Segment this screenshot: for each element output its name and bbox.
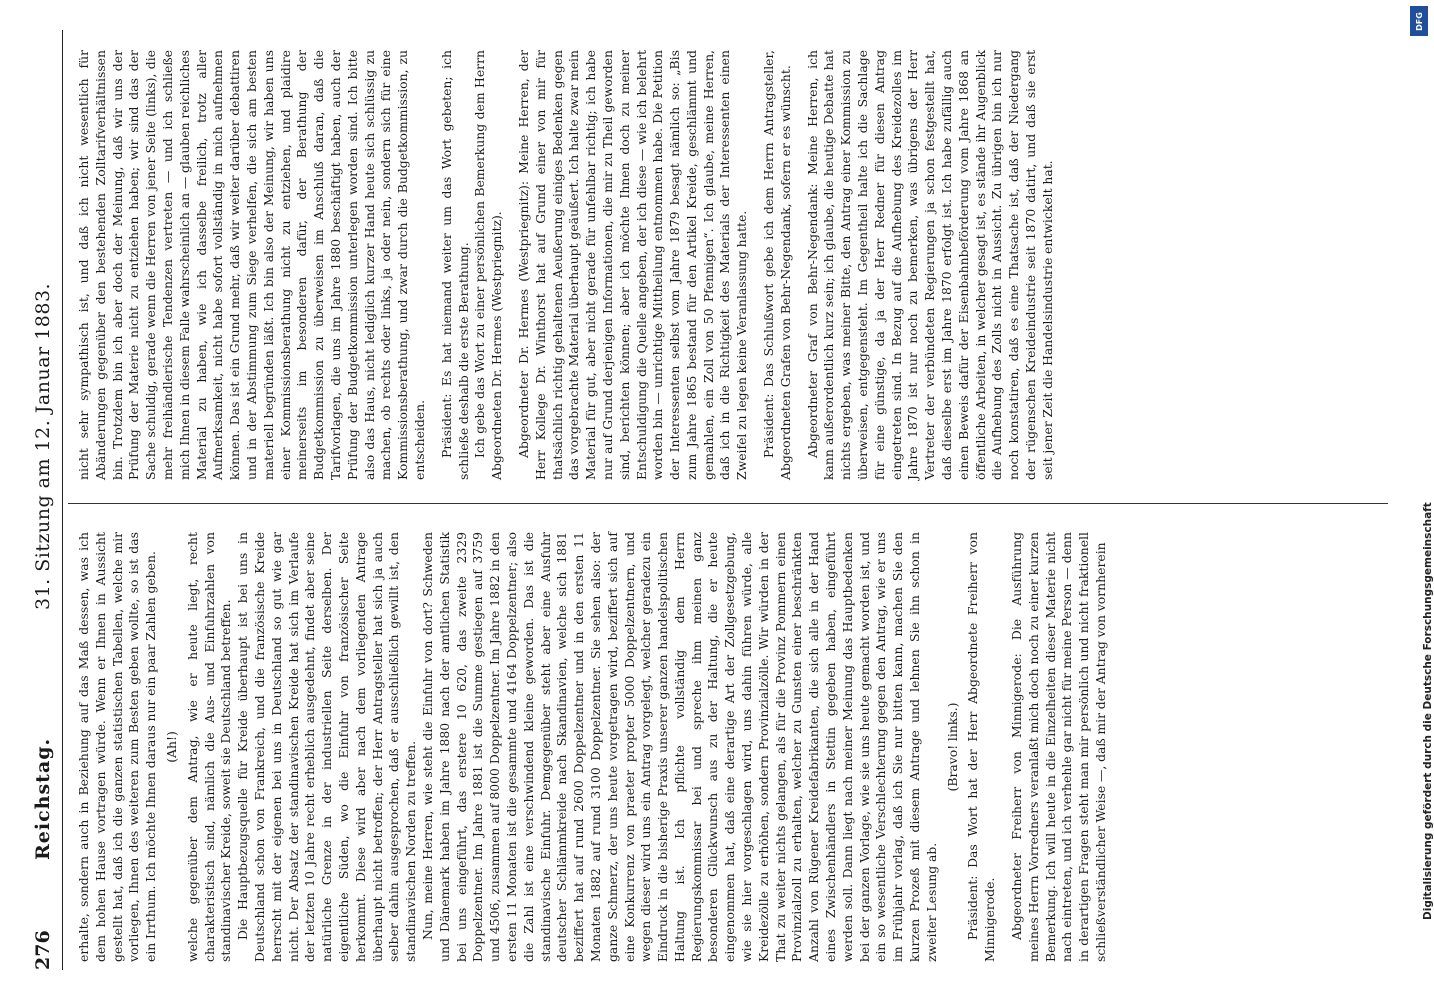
left-column xyxy=(76,532,1110,962)
page-number: 276 xyxy=(32,930,54,970)
president-statement: Präsident: Es hat niemand weiter um das Wort gebeten; ich schließe deshalb die erste Berathung. xyxy=(438,50,471,480)
applause-note: (Bravo! links.) xyxy=(944,702,960,792)
paragraph: nicht sehr sympathisch ist, und daß ich nicht wesentlich für Abänderungen gegenüber den bestehenden Zolltarifverhältnissen bin. Trotzdem bin ich aber doch der Meinung, daß wir uns der Prüfung der Materie nicht zu entziehen haben; wir sind das der Sache schuldig, gerade wenn die Herren von jener Seite (links), die mehr freihändlerische Tendenzen vertreten — und ich schließe mich Ihnen in diesem Falle wahrscheinlich an — glauben reichliches Material zu haben, wie ich dasselbe freilich, trotz aller Aufmerksamkeit, nicht habe sofort vollständig in mich aufnehmen können. Das ist ein Grund mehr, daß wir weiter darüber debattiren und in der Abstimmung zum Siege verhelfen, die sich am besten materiell begründen läßt. Ich bin also der Meinung, wir haben uns einer Kommissionsberathung nicht zu entziehen, und plaidire meinerseits im besonderen dafür, der Berathung der Budgetkommission zu überweisen im Anschluß daran, daß die Tarifvorlagen, die uns im Jahre 1880 beschäftigt haben, auch der Prüfung der Budgetkommission unterlegen worden sind. Ich bitte also das Haus, nicht lediglich kurzer Hand heute sich schlüssig zu machen, ob rechts oder links, ja oder nein, sondern sich für eine Kommissionsberathung, und zwar durch die Budgetkommission, zu entscheiden. xyxy=(76,50,427,480)
newspaper-page xyxy=(28,30,1393,970)
dfg-logo: DFG xyxy=(1410,6,1428,36)
paragraph: welche gegenüber dem Antrag, wie er heute liegt, recht charakteristisch sind, nämlich die Aus- und Einfuhrzahlen von standinavischer Kreide, soweit sie Deutschland betreffen. xyxy=(184,532,234,962)
session-title: 31. Sitzung am 12. Januar 1883. xyxy=(32,282,54,610)
paragraph: Die Hauptbezugsquelle für Kreide überhaupt ist bei uns in Deutschland schon von Frankreich, und die französische Kreide herrscht mit der eigenen bei uns in Deutschland so gut wie gar nicht. Der Absatz der standinavischen Kreide hat sich im Verlaufe der letzten 10 Jahre recht erheblich ausgedehnt, findet aber seine natürliche Grenze in der industriellen Seite derselben. Der eigentliche Süden, wo die Einfuhr von französischer Seite herkommt. Diese wird aber nach dem vorliegenden Antrage überhaupt nicht betroffen; der Herr Antragsteller hat sich ja auch selber dahin ausgesprochen, daß er ausschließlich gewillt ist, den standinavischen Norden zu treffen. xyxy=(235,532,419,962)
paragraph: Nun, meine Herren, wie steht die Einfuhr von dort? Schweden und Dänemark haben im Jahre 1880 nach der amtlichen Statistik bei uns eingeführt, das erstere 10 620, das zweite 2329 Doppelzentner. Im Jahre 1881 ist die Summe gestiegen auf 3759 und 4506, zusammen auf 8000 Doppelzentner. Im Jahre 1882 in den ersten 11 Monaten ist die gesammte und 4164 Doppelzentner; also die Zahl ist eine verschwindend kleine geworden. Das ist die standinavische Einfuhr. Demgegenüber steht aber eine Ausfuhr deutscher Schlämmkreide nach Skandinavien, welche sich 1881 beziffert hat auf rund 2600 Doppelzentner und in den ersten 11 Monaten 1882 auf rund 3100 Doppelzentner. Sie sehen also: der ganze Schmerz, der uns heute vorgetragen wird, beziffert sich auf eine Konkurrenz von praeter propter 5000 Doppelzentnern, und wegen dieser wird uns ein Antrag vorgelegt, welcher geradezu ein Eindruck in die bisherige Praxis unserer ganzen handelspolitischen Haltung ist. Ich pflichte vollständig dem Herrn Regierungskommissar bei und spreche ihm meinen ganz besonderen Glückwunsch aus zu der Haltung, die er heute eingenommen hat, daß eine derartige Art der Zollgesetzgebung, wie sie hier vorgeschlagen wird, uns dahin führen würde, alle Kreidezölle zu erhöhen, sondern Provinzialzölle. Wir würden in der That zu weiter nichts gelangen, als für die Provinz Pommern einen Provinzialzoll zu erhalten, welcher zu Gunsten einer beschränkten Anzahl von Rügener Kreidefabrikanten, die sich alle in der Hand eines Zwischenhändlers in Stettin gegeben haben, eingeführt werden soll. Dann liegt nach meiner Meinung das Hauptbedenken bei der ganzen Vorlage, wie sie uns heute gemacht worden ist, und ein so wesentliche Verschlechterung gegen den Antrag, wie er uns im Frühjahr vorlag, daß ich Sie nur bitten kann, machen Sie den kurzen Prozeß mit diesem Antrage und lehnen Sie ihn schon in zweiter Lesung ab. xyxy=(419,532,939,962)
right-column xyxy=(76,50,1057,480)
digitization-credit: Digitalisierung gefördert durch die Deutsche Forschungsgemeinschaft xyxy=(1422,502,1434,920)
page-header xyxy=(28,30,58,970)
header-rule xyxy=(62,30,63,970)
applause-note: (Ah!) xyxy=(163,731,179,763)
paragraph: Ich gebe das Wort zu einer persönlichen Bemerkung dem Herrn Abgeordneten Dr. Hermes (Westpriegnitz). xyxy=(472,50,505,480)
president-statement: Präsident: Das Wort hat der Herr Abgeordnete Freiherr von Minnigerode. xyxy=(965,532,998,962)
speech-paragraph: Abgeordneter Graf von Behr-Negendank: Meine Herren, ich kann außerordentlich kurz sein; ich glaube, die heutige Debatte hat nichts ergeben, was meiner Bitte, den Antrag einer Kommission zu überweisen, entgegensteht. Im Gegentheil halte ich die Sachlage für eine günstige, da ja der Herr Redner für diesen Antrag eingetreten sind. In Bezug auf die Aufhebung des Kreidezolles im Jahre 1870 ist nur noch zu bemerken, was übrigens der Herr Vertreter der verbündeten Regierungen ja schon festgestellt hat, daß dieselbe erst im Jahre 1870 erfolgt ist. Ich habe zufällig auch einen Beweis dafür der Eisenbahnbeförderung vom Jahre 1868 an öffentliche Arbeiten, in welcher gesagt ist, es stände ihr Augenblick die Aufhebung des Zolls nicht in Aussicht. Zu übrigen bin ich nur noch konstatiren, daß es eine Thatsache ist, daß der Niedergang der rügenschen Kreideindustrie seit 1870 datirt, und daß sie erst seit jener Zeit die Handelsindustrie entwickelt hat. xyxy=(804,50,1055,480)
president-statement: Präsident: Das Schlußwort gebe ich dem Herrn Antragsteller, Abgeordneten Grafen von Behr-Negendank, sofern er es wünscht. xyxy=(761,50,793,480)
speech-paragraph: Abgeordneter Freiherr von Minnigerode: Die Ausführung meines Herrn Vorredners veranlaßt mich doch noch zu einer kurzen Bemerkung. Ich will heute in die Einzelheiten dieser Materie nicht nach eintreten, und ich verhehle gar nicht für meine Person — denn in derartigen Fragen steht man mir persönlich und nicht fraktionell schließverständlicher Weise —, daß mir der Antrag von vornherein xyxy=(1009,532,1109,962)
publication-title: Reichstag. xyxy=(32,737,54,860)
paragraph: erhalte, sondern auch in Beziehung auf das Maß dessen, was ich dem hohen Hause vortragen würde. Wenn er Ihnen in Aussicht gestellt hat, daß ich die ganzen statistischen Tabellen, welche mir vorliegen, Ihnen des weiteren zum Besten geben wollte, so ist das ein Irrthum. Ich möchte Ihnen daraus nur ein paar Zahlen geben. xyxy=(76,532,159,962)
column-divider xyxy=(68,503,1388,504)
speech-paragraph: Abgeordneter Dr. Hermes (Westpriegnitz): Meine Herren, der Herr Kollege Dr. Winthorst hat auf Grund einer von mir für thatsächlich richtig gehaltenen Aeußerung einiges Bedenken gegen das vorgebrachte Material überhaupt geäußert. Ich halte zwar mein Material für gut, aber nicht gerade für unfehlbar richtig; ich habe nur auf Grund derjenigen Informationen, die mir zu Theil geworden sind, berichten können; aber ich möchte Ihnen doch zu meiner Entschuldigung die Quelle angeben, der ich diese — wie ich belehrt worden bin — unrichtige Mittheilung entnommen habe. Die Petition der Interessenten selbst vom Jahre 1879 besagt nämlich so: „Bis zum Jahre 1865 bestand für den Artikel Kreide, geschlämmt und gemahlen, ein Zoll von 50 Pfennigen“. Ich glaube, meine Herren, daß ich in die Richtigkeit des Materials der Interessenten einen Zweifel zu legen keine Veranlassung hatte. xyxy=(515,50,750,480)
